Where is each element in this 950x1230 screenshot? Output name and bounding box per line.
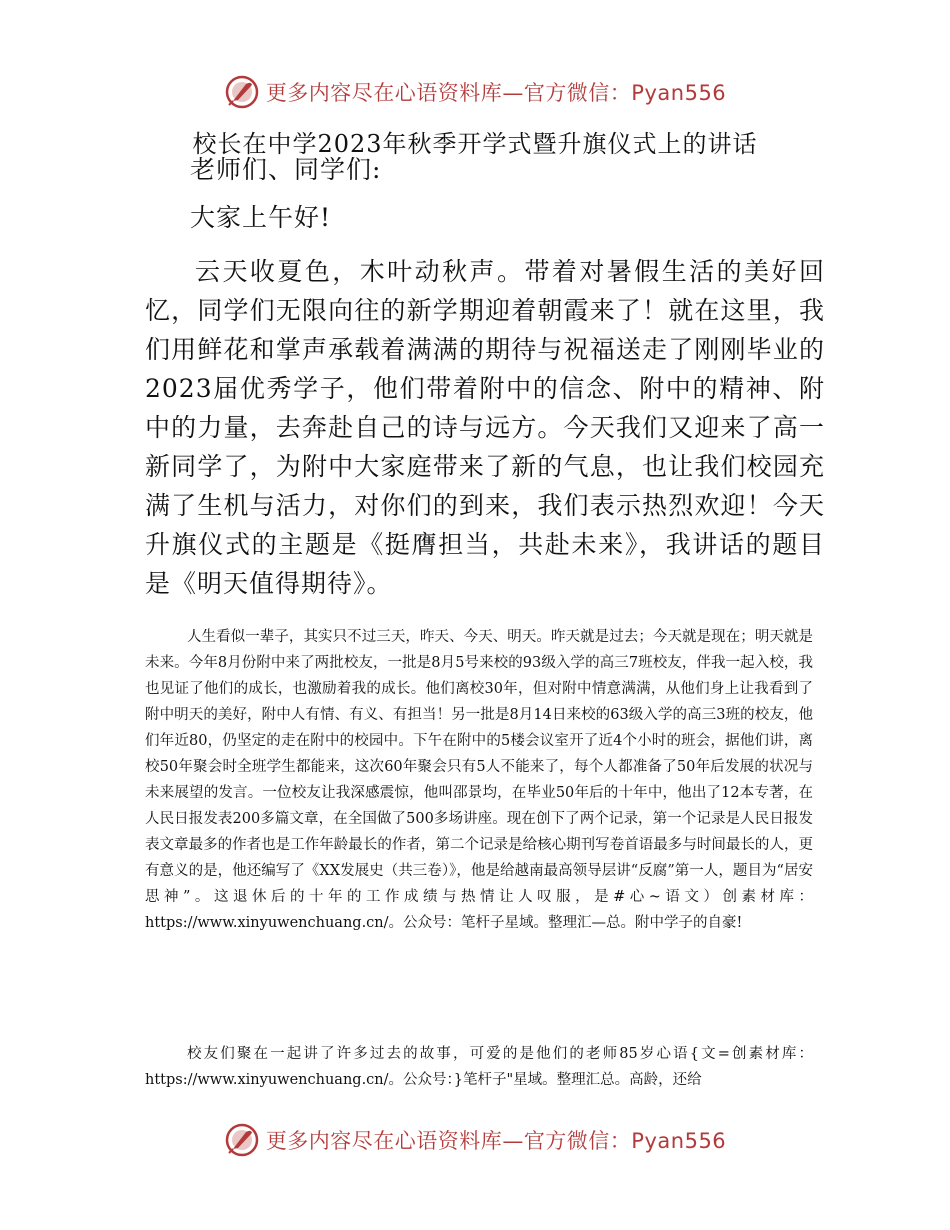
body-paragraph-2: 校友们聚在一起讲了许多过去的故事，可爱的是他们的老师85岁心语{文=创素材库：https://www.xinyuwenchuang.cn/。公众号：}笔杆子"星域。整理汇总。高龄，还给 [145, 1046, 813, 1088]
banner-text: 更多内容尽在心语资料库—官方微信：Pyan556 [265, 1129, 727, 1153]
footer-banner [0, 1118, 950, 1162]
greeting-line-1: 老师们、同学们: [190, 155, 382, 184]
intro-paragraph: 云天收夏色，木叶动秋声。带着对暑假生活的美好回忆，同学们无限向往的新学期迎着朝霞来了！就在这里，我们用鲜花和掌声承载着满满的期待与祝福送走了刚刚毕业的2023届优秀学子，他们带着附中的信念、附中的精神、附中的力量，去奔赴自己的诗与远方。今天我们又迎来了高一新同学了，为附中大家庭带来了新的气息，也让我们校园充满了生机与活力，对你们的到来，我们表示热烈欢迎！今天升旗仪式的主题是《挺膺担当，共赴未来》，我讲话的题目是《明天值得期待》。 [145, 257, 825, 598]
banner-text: 更多内容尽在心语资料库—官方微信：Pyan556 [265, 81, 727, 105]
feather-pen-logo-icon [224, 74, 260, 110]
header-banner [0, 70, 950, 114]
feather-pen-logo-icon [224, 1122, 260, 1158]
greeting-line-2: 大家上午好! [190, 203, 332, 232]
body-paragraph-1: 人生看似一辈子，其实只不过三天，昨天、今天、明天。昨天就是过去；今天就是现在；明天就是未来。今年8月份附中来了两批校友，一批是8月5号来校的93级入学的高三7班校友，伴我一起入校，我也见证了他们的成长，也激励着我的成长。他们离校30年，但对附中情意满满，从他们身上让我看到了附中明天的美好，附中人有情、有义、有担当！另一批是8月14日来校的63级入学的高三3班的校友，他们年近80，仍坚定的走在附中的校园中。下午在附中的5楼会议室开了近4个小时的班会，据他们讲，离校50年聚会时全班学生都能来，这次60年聚会只有5人不能来了，每个人都准备了50年后发展的状况与未来展望的发言。一位校友让我深感震惊，他叫邵景均，在毕业50年后的十年中，他出了12本专著，在人民日报发表200多篇文章，在全国做了500多场讲座。现在创下了两个记录，第一个记录是人民日报发表文章最多的作者也是工作年龄最长的作者，第二个记录是给核心期刊写卷首语最多与时间最长的人，更有意义的是，他还编写了《XX发展史（共三卷）》，他是给越南最高领导层讲“反腐”第一人，题目为“居安思神”。这退休后的十年的工作成绩与热情让人叹服，是#心~语文）创素材库：https://www.xinyuwenchuang.cn/。公众号：笔杆子星域。整理汇—总。附中学子的自豪! [145, 629, 813, 931]
document-title: 校长在中学2023年秋季开学式暨升旗仪式上的讲话 [192, 130, 758, 158]
